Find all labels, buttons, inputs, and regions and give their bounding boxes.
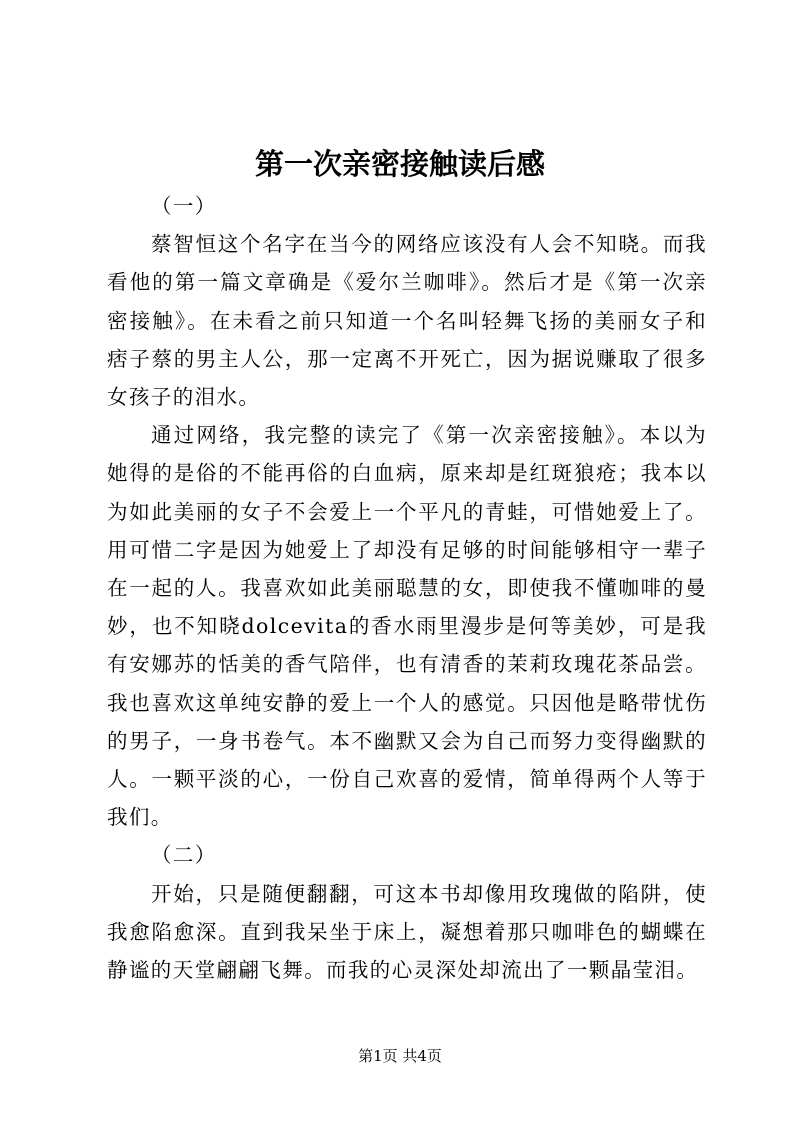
page-footer: 第1页 共4页 <box>358 1047 442 1065</box>
paragraph-2: 通过网络，我完整的读完了《第一次亲密接触》。本以为她得的是俗的不能再俗的白血病，原来却是红斑狼疮；我本以为如此美丽的女子不会爱上一个平凡的青蛙，可惜她爱上了。用可惜二字是因为她爱上了却没有足够的时间能够相守一辈子在一起的人。我喜欢如此美丽聪慧的女，即使我不懂咖啡的曼妙，也不知晓dolcevita的香水雨里漫步是何等美妙，可是我有安娜苏的恬美的香气陪伴，也有清香的茉莉玫瑰花茶品尝。我也喜欢这单纯安静的爱上一个人的感觉。只因他是略带忧伤的男子，一身书卷气。本不幽默又会为自己而努力变得幽默的人。一颗平淡的心，一份自己欢喜的爱情，简单得两个人等于我们。 <box>107 423 707 830</box>
paragraph-3: 开始，只是随便翻翻，可这本书却像用玫瑰做的陷阱，使我愈陷愈深。直到我呆坐于床上，凝想着那只咖啡色的蝴蝶在静谧的天堂翩翩飞舞。而我的心灵深处却流出了一颗晶莹泪。 <box>107 881 707 983</box>
page-title: 第一次亲密接触读后感 <box>254 147 545 181</box>
section-label-2: （二） <box>151 843 217 868</box>
section-label-1: （一） <box>151 194 217 218</box>
paragraph-1: 蔡智恒这个名字在当今的网络应该没有人会不知晓。而我看他的第一篇文章确是《爱尔兰咖啡》。然后才是《第一次亲密接触》。在未看之前只知道一个名叫轻舞飞扬的美丽女子和痞子蔡的男主人公，那一定离不开死亡，因为据说赚取了很多女孩子的泪水。 <box>107 232 707 410</box>
document-body <box>107 187 707 989</box>
